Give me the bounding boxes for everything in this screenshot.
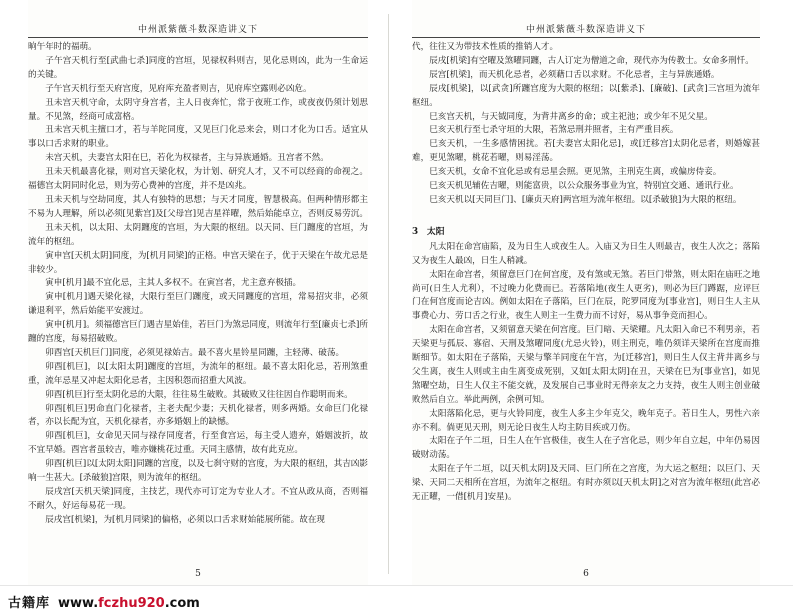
paragraph: 巳亥天机，一生多感情困扰。若[夫妻宫太阳化忌]，或[迁移宫]太阴化忌者，则婚嫁甚难，更见煞曜，桃花若曜，则易淫荡。 xyxy=(412,139,760,164)
page-body xyxy=(412,41,760,505)
paragraph: 太阳在子午二垣，以[天机太阴]及天同、巨门所在之宫度，为大运之枢纽；以巨门、天梁、天同二天相所在宫垣，为流年之枢纽。有时亦须以[天机太阴]之对宫为流年枢纽(此宫必无正曜，一借[机月]安星)。 xyxy=(412,464,760,503)
paragraph: 巳亥天机，女命不宜化忌或有忌星会照。更见煞，主刑克生离，或偏房侍妾。 xyxy=(429,167,722,178)
paragraph: 太阳在子午二垣，日生人在午宫极佳，夜生人在子宫化忌，则少年自立起，中年仍易因破财动荡。 xyxy=(412,436,760,461)
paragraph: 丑未宫天机守命，太阴守身宫者，主人日夜奔忙，常于夜班工作，或夜夜仍须计划思量。不见煞，经商可成富格。 xyxy=(28,97,368,122)
paragraph: 卯酉[机巨]行至太阴化忌的大限，往往易生破败。其破败又往往因自作聪明而来。 xyxy=(45,389,353,400)
paragraph: 太阳在命宫者，又须留意天梁在何宫度。巨门暗、天梁耀。凡太阳入命已不利男亲，若天梁更与孤辰、寡宿、天刑及煞曜同度(尤忌火铃)，则主刑克，唯仍须详天梁所在宫度而推断细节。如太阳在子落陷，天梁与擎羊同度在午宫，为[迁移宫]，则日生人仅主背井离乡与父生离，夜生人则或主由生离变成死别，又如[太阳太阴]在丑，天梁在巳为[事业宫]，如见煞曜空劫，日生人仅主不能交就，及发展自己事业时无得亲友之力支持，夜生人则主创业破败然后自立。举此两例，余例可知。 xyxy=(412,325,760,405)
paragraph: 辰戌[机梁]有空曜及煞曜同躔，古人订定为僧道之命，现代亦为传教士。女命多刑忏。 xyxy=(429,55,754,66)
paragraph: 卯酉[机巨]男命直门化禄者，主老夫配少妻；天机化禄者，则多两婚。女命巨门化禄者，亦以长配为宜，天机化禄者，亦多婚姻上的缺憾。 xyxy=(28,403,368,428)
paragraph: 巳亥天机见辅佐吉曜，则能富贵，以公众服务事业为宜，特别宜交通、通讯行业。 xyxy=(429,181,739,192)
url-domain: fczhu920 xyxy=(98,596,165,611)
paragraph: 子午宫天机行至天府宫度，见府库充盈者则吉，见府库空露则必凶危。 xyxy=(45,83,312,94)
page-number: 5 xyxy=(195,569,201,579)
paragraph: 辰戌[机梁]，以[武贪]所躔宫度为大限的枢纽；以[紫杀]、[廉破]、[武贪]三宫垣为流年枢纽。 xyxy=(412,83,760,108)
paragraph: 晌午年时的福萌。 xyxy=(28,42,97,52)
page-body xyxy=(28,41,368,528)
paragraph: 丑未宫天机主擅口才，若与羊陀同度，又见巨门化忌来会，则口才化为口舌。适宜从事以口舌求财的职业。 xyxy=(28,125,368,150)
paragraph: 卯酉[机巨]，以[太阳太阴]躔度的宫垣，为流年的枢纽。最不喜太阳化忌，若刑煞重重，流年忌星又冲起太阳化忌者，主因积怨而招重大风波。 xyxy=(28,361,368,386)
paragraph: 代，往往又为带技术性质的推销人才。 xyxy=(412,42,559,52)
paragraph: 子午宫天机行至[武曲七杀]同度的宫垣，见禄权科则吉，见化忌则凶，此为一生命运的关键。 xyxy=(28,55,368,80)
paragraph: 卯酉[机巨]，女命见天同与禄存同度者，行至食宫运，每主受人遗弃，婚姻波折，故不宜早婚。酉宫者虽较吉，唯亦嫌桃花过重。天同主感情，故有此克应。 xyxy=(28,431,368,456)
watermark-footer xyxy=(0,585,793,615)
paragraph: 太阳在命宫者，须留意巨门在何宫度，及有煞或无煞。若巨门带煞，则太阳在庙旺之地尚可(日生人尤利），不过晚力化费而已。若落陷地(夜生人更劣)，则必为巨门蹲踞，应评巨门在何宫度而论吉凶。例如太阳在子落陷，巨门在辰，陀罗同度为[事业宫]，则日生人主从事费心力、劳口舌之行业，夜生人则主一生费力而不讨好，易从事争竞而担心。 xyxy=(412,269,760,322)
url-suffix: .com xyxy=(164,596,200,611)
paragraph: 寅申[机月]。须福德宫巨门遇吉星始佳，若巨门为煞忌同度，则流年行至[廉贞七杀]所躔的宫度，每易招破败。 xyxy=(28,320,368,345)
paragraph: 丑未天机，以太阳、太阴躔度的宫垣，为大限的枢纽。以天同、巨门躔度的宫垣，为流年的枢纽。 xyxy=(28,222,368,247)
left-page xyxy=(28,0,368,585)
right-page xyxy=(412,0,760,585)
paragraph: 辰宫[机梁]，而天机化忌者，必须藉口舌以求财。不化忌者，主与异族通婚。 xyxy=(429,69,720,80)
paragraph: 巳亥天机行至七杀守垣的大限，若煞忌刑并照者，主有严重目疾。 xyxy=(429,125,679,136)
paragraph: 太阳落陷化忌，更与火铃同度，夜生人多主少年克父，晚年克子。若日生人，男性六亲亦不利。倘更见天刑，则无论日夜生人均主防目疾或刀伤。 xyxy=(412,408,760,433)
running-header: 中州派紫薇斗数深造讲义下 xyxy=(137,25,258,35)
running-header: 中州派紫薇斗数深造讲义下 xyxy=(525,25,646,35)
site-brand[interactable] xyxy=(8,592,200,611)
paragraph: 寅申[机月]遇天梁化禄，大限行至巨门躔度，或天同躔度的宫垣，常易招灾非，必须谦退利平，然后始能平安渡过。 xyxy=(28,292,368,317)
header-rule xyxy=(412,37,760,38)
paragraph: 凡太阳在命宫庙陷，及为日生人或夜生人。入庙又为日生人则最吉，夜生人次之；落陷又为夜生人最凶，日生人稍减。 xyxy=(412,241,760,266)
gutter-divider xyxy=(388,14,389,574)
paragraph: 辰戌宫[天机天梁]同度，主技艺，现代亦可订定为专业人才。不宜从政从商，否则福不耐久，好运每易花一现。 xyxy=(28,487,368,511)
paragraph: 辰戌宫[机梁]，为[机月同梁]的偏格，必须以口舌求财始能展所能。故在现 xyxy=(45,514,326,525)
paragraph: 寅申[机月]最不宜化忌，主其人多权不。在寅宫者，尤主意弃极插。 xyxy=(45,278,302,289)
paragraph: 丑未天机与空劫同度，其人有独特的思想；与天才同度，智慧极高。但两种情形都主不易为人理解，所以必须[见紫宫]及[父母宫]见吉星祥曜，然后始能卓立，否则反易劳沉。 xyxy=(28,194,368,219)
paragraph: 巳亥宫天机，与天钺同度，为背井离乡的命；或主祀池；或少年不见父星。 xyxy=(429,111,713,122)
paragraph: 卯酉宫[天机巨门]同度，必须见禄始吉。最不喜火星铃星同躔，主轻薄、破荡。 xyxy=(45,347,345,358)
paragraph: 未宫天机，夫妻宫太阳在巳，若化为权禄者，主与异族通婚。丑宫者不然。 xyxy=(45,153,329,164)
page-number: 6 xyxy=(583,569,589,579)
paragraph: 寅申宫[天机太阴]同度，为[机月同梁]的正格。申宫天梁在子，优于天梁在午故尤忌是非较少。 xyxy=(28,250,368,275)
section-heading: 3 太阳 xyxy=(412,226,445,237)
paragraph: 卯酉[机巨]以[太阴太阳]同躔的宫度，以及七刹守财的宫度，为大限的枢纽，其吉凶影响一生甚大。[杀破狼]宫限，则为流年的枢纽。 xyxy=(28,459,368,484)
brand-name: 古籍库 xyxy=(8,596,51,611)
paragraph: 巳亥天机以[天同巨门]、[廉贞天府]两宫垣为流年枢纽。以[杀破狼]为大限的枢纽。 xyxy=(429,194,742,205)
paragraph: 丑未天机最喜化禄，则对宫天梁化权，为计划、研究人才，又不可以经商的命视之。福德宫太阴同时化忌，则为劳心费神的宫度，并不是凶兆。 xyxy=(28,167,368,192)
header-rule xyxy=(28,37,368,38)
section-gap xyxy=(412,208,760,216)
url-prefix: www. xyxy=(58,596,99,611)
